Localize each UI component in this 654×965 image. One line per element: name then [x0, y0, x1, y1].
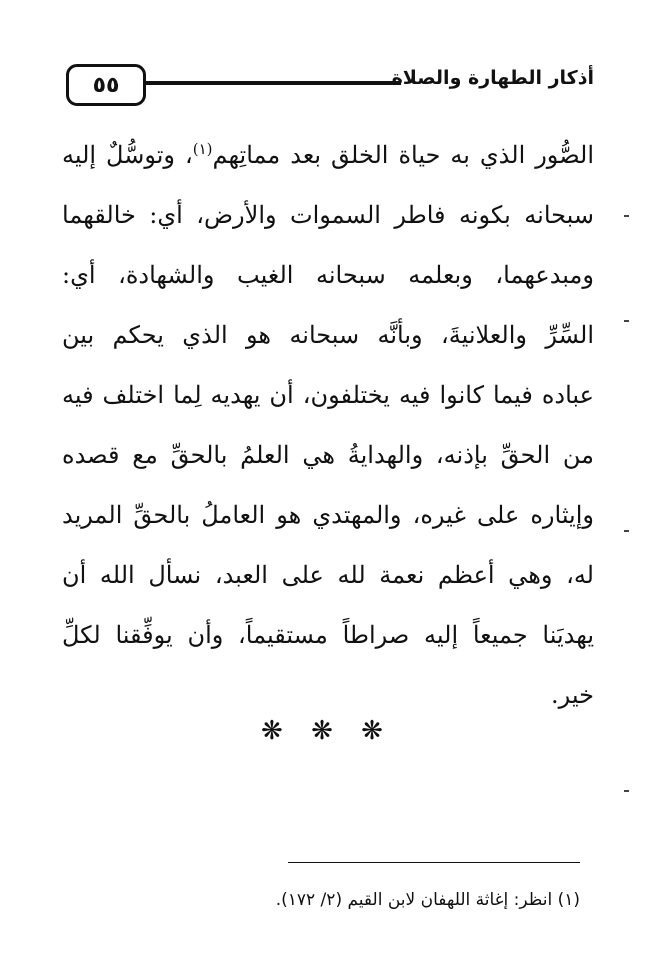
body-text	[62, 125, 594, 725]
page-number: ٥٥	[92, 72, 120, 98]
line-text: الصُّور الذي به حياة الخلق بعد مماتِهم	[212, 141, 594, 169]
page-number-box	[66, 64, 146, 106]
text-line: له، وهي أعظم نعمة لله على العبد، نسأل الله أن	[62, 561, 594, 589]
text-line: ومبدعهما، وبعلمه سبحانه الغيب والشهادة، أي:	[62, 261, 594, 289]
margin-mark	[624, 215, 629, 217]
header-rule	[146, 81, 401, 85]
margin-mark	[624, 320, 629, 322]
text-line: خير.	[551, 681, 594, 709]
section-separator: ❋ ❋ ❋	[261, 716, 393, 746]
page-header	[66, 64, 594, 110]
text-line: وإيثاره على غيره، والمهتدي هو العاملُ بالحقِّ المريد	[62, 501, 594, 529]
running-title: أذكار الطهارة والصلاة	[391, 67, 594, 89]
margin-mark	[624, 790, 629, 792]
text-line	[62, 125, 594, 185]
footnote: (١) انظر: إغاثة اللهفان لابن القيم (٢/ ١٧٢).	[275, 890, 580, 910]
text-line: عباده فيما كانوا فيه يختلفون، أن يهديه لِما اختلف فيه	[62, 381, 594, 409]
text-line: السِّرِّ والعلانيةَ، وبأنَّه سبحانه هو الذي يحكم بين	[62, 321, 594, 349]
line-text: ، وتوسُّلٌ إليه	[62, 141, 193, 169]
text-line: من الحقِّ بإذنه، والهدايةُ هي العلمُ بالحقِّ مع قصده	[62, 441, 594, 469]
text-line: يهديَنا جميعاً إليه صراطاً مستقيماً، وأن يوفِّقنا لكلِّ	[62, 621, 594, 649]
footnote-rule	[288, 862, 580, 863]
text-line: سبحانه بكونه فاطر السموات والأرض، أي: خالقهما	[62, 201, 594, 229]
margin-mark	[624, 530, 629, 532]
footnote-reference[interactable]: (١)	[192, 140, 213, 158]
